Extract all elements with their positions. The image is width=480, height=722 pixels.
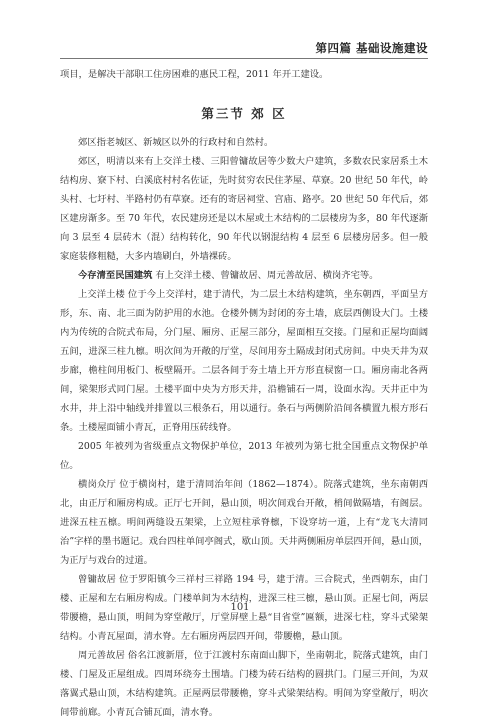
header-rule (60, 58, 428, 59)
paragraph-henggang-hall: 横岗众厅 位于横岗村，建于清同治年间（1862—1874）。院落式建筑，坐东南朝西北，由正厅和厢房构成。正厅七开间，悬山顶，明次间戏台开敞，梢间做隔墙，有阁层。进深五柱五檩。明间两缝设五架梁，上立短柱承脊檩，下设穿坊一道，上有“龙飞大清同治”字样的墨书题记。戏台四柱单间亭阁式，歇山顶。天井两侧厢房单层四开间，悬山顶，为正厅与戏台的过道。 (60, 479, 428, 566)
paragraph-housing-history: 郊区，明清以来有上交洋土楼、三阳曾镛故居等少数大户建筑，多数农民家居系土木结构房、寮下村、白溪底村村名佐证，先时贫穷农民住茅屋、草寮。20 世纪 50 年代，岭头村、七圩村、半路村仍有草寮。还有的寄居祠堂、宫庙、路亭。20 世纪 50 年代后，郊区建房渐多。至 70 年代，农民建房还是以木屋或土木结构的二层楼房为多，80 年代逐渐向 3 层至 4 层砖木（混）结构转化，90 年代以钢混结构 4 层至 6 层楼房居多。但一般家庭装修粗糙，大多内墙刷白，外墙裸砖。 (60, 156, 428, 262)
extant-buildings-text: 有上交洋土楼、曾镛故居、周元善故居、横岗齐宅等。 (152, 270, 379, 281)
intro-line: 项目，是解决干部职工住房困难的惠民工程，2011 年开工建设。 (60, 69, 329, 80)
page-body (60, 65, 428, 722)
page-number: 101 (230, 602, 250, 613)
paragraph-heritage-listing: 2005 年被列为省级重点文物保护单位，2013 年被列为第七批全国重点文物保护单位。 (60, 441, 428, 471)
paragraph-suburb-definition: 郊区指老城区、新城区以外的行政村和自然村。 (78, 137, 274, 148)
paragraph-shangjiaoyang-tulou: 上交洋土楼 位于今上交洋村，建于清代，为二层土木结构建筑，坐东朝西，平面呈方形，东、南、北三面为防护用的水池。仓楼外侧为封闭的夯土墙，底层西侧设大门。土楼内为传统的合院式布局，分门屋、厢房、正屋三部分，屋面相互交接。门屋和正屋均面阔五间，进深三柱九檩。明次间为开敞的厅堂，尽间用夯土隔成封闭式房间。中央天井为双步廊，檐柱间用板门、板壁隔开。二层各间于夯土墙上开方形直棂窗一口。厢房南北各两间，梁架形式同门屋。土楼平面中央为方形天井，沿檐铺石一周，设面水沟。天井正中为水井，井上沿中轴线并排置以三根条石，用以通行。条石与两侧阶沿间各横置九根方形石条。土楼屋面铺小青瓦，正脊用压砖线脊。 (60, 289, 428, 433)
paragraph-zengyong-residence: 曾镛故居 位于罗阳镇今三祥村三祥路 194 号，建于清。三合院式，坐西朝东，由门楼、正屋和左右厢房构成。门楼单间为木结构，进深三柱三檩，悬山顶。正屋七间，两层带腰檐，悬山顶，明间为穿堂敞厅，厅堂屏壁上悬“目省堂”匾额，进深七柱，穿斗式梁架结构。小青瓦屋面，清水脊。左右厢房两层四开间，带腰檐，悬山顶。 (60, 574, 428, 642)
subheading-extant-buildings: 今存清至民国建筑 (78, 270, 153, 281)
paragraph-zhouyuanshan-residence: 周元善故居 俗名江渡新厝，位于江渡村东南面山脚下，坐南朝北，院落式建筑，由门楼、门屋及正屋组成。四周环绕夯土围墙。门楼为砖石结构的圆拱门。门屋三开间，为双落翼式悬山顶，木结构建筑。正屋两层带腰檐，穿斗式梁架结构。明间为穿堂敞厅，明次间带前廊。小青瓦合铺瓦面，清水脊。 (60, 650, 428, 718)
section-title: 第三节 郊 区 (201, 106, 287, 121)
paragraph-extant-buildings (60, 266, 428, 285)
running-header: 第四篇 基础设施建设 (315, 41, 428, 55)
